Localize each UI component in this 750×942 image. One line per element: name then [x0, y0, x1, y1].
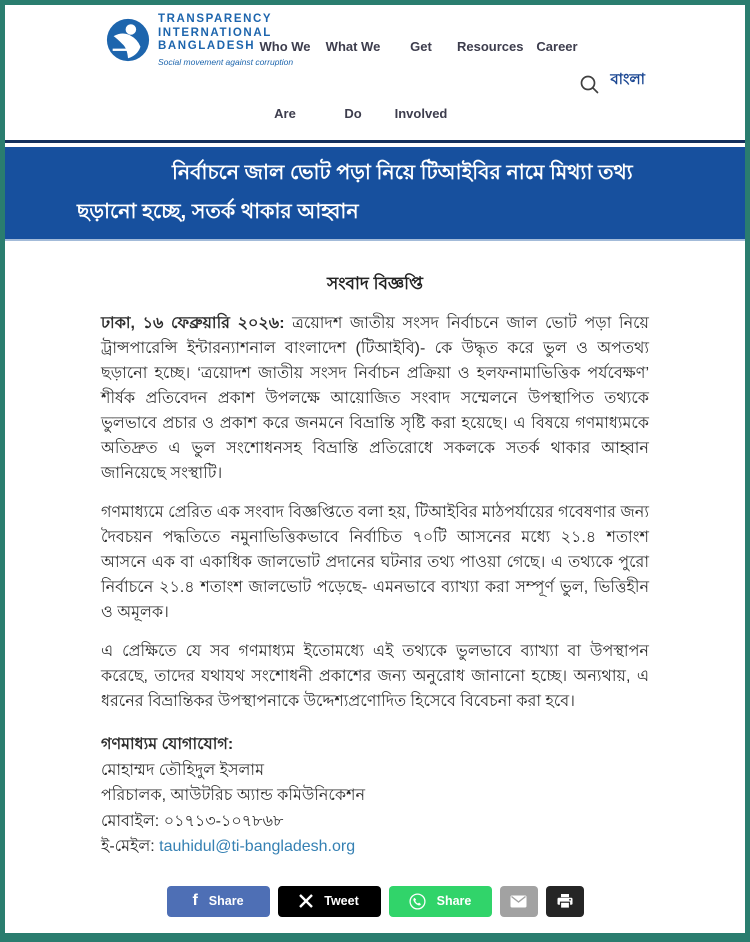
email-link[interactable]: tauhidul@ti-bangladesh.org: [159, 838, 356, 855]
share-button-row: [101, 886, 649, 917]
logo-line-3: BANGLADESH: [158, 40, 256, 52]
contact-mobile: মোবাইল: ০১৭১৩-১০৭৮৬৮: [101, 812, 284, 830]
facebook-share-label: Share: [208, 894, 244, 908]
nav-item-who-we-are[interactable]: Who We Are: [259, 39, 311, 121]
print-button[interactable]: [546, 886, 584, 917]
tib-logo-icon: [105, 17, 151, 63]
nav-item-resources[interactable]: Resources: [457, 39, 524, 54]
contact-designation: পরিচালক, আউটরিচ অ্যান্ড কমিউনিকেশন: [101, 787, 366, 804]
logo-line-2: INTERNATIONAL: [158, 26, 272, 39]
nav-item-what-we-do[interactable]: What We Do: [325, 39, 381, 121]
nav-item-career[interactable]: Career: [536, 39, 578, 54]
media-contact-block: [101, 732, 649, 860]
logo-line-1: TRANSPARENCY: [158, 13, 273, 25]
paragraph-3: এ প্রেক্ষিতে যে সব গণমাধ্যম ইতোমধ্যে এই তথ্যকে ভুলভাবে ব্যাখ্যা বা উপস্থাপন করেছে, তাদের যথাযথ সংশোধনী প্রকাশের জন্য অনুরোধ জানানো হচ্ছে। অন্যথায়, এ ধরনের বিভ্রান্তিকর উপস্থাপনাকে উদ্দেশ্যপ্রণোদিত হিসেবে বিবেচনা করা হবে।: [101, 643, 649, 710]
whatsapp-share-label: Share: [436, 894, 472, 908]
nav-item-get-involved[interactable]: Get Involved: [394, 39, 448, 121]
dateline: ঢাকা, ১৬ ফেব্রুয়ারি ২০২৬:: [101, 315, 285, 332]
facebook-share-button[interactable]: [167, 886, 270, 917]
email-share-button[interactable]: [500, 886, 538, 917]
site-header: [5, 5, 745, 143]
language-toggle-bangla[interactable]: বাংলা: [610, 71, 645, 88]
press-release-heading: সংবাদ বিজ্ঞপ্তি: [326, 274, 424, 293]
search-icon[interactable]: [579, 74, 601, 96]
contact-name: মোহাম্মদ তৌহিদুল ইসলাম: [101, 761, 264, 779]
main-nav: [251, 13, 591, 147]
contact-heading: গণমাধ্যম যোগাযোগ:: [101, 736, 234, 753]
paragraph-2: গণমাধ্যমে প্রেরিত এক সংবাদ বিজ্ঞপ্তিতে বলা হয়, টিআইবির মাঠপর্যায়ের গবেষণার জন্য দৈবচয়ন পদ্ধতিতে নমুনাভিত্তিকভাবে নির্বাচিত ৭০টি আসনের মধ্যে ২১.৪ শতাংশ আসনে এক বা একাধিক জালভোট প্রদানের ঘটনার তথ্য পাওয়া গেছে। এ তথ্যকে পুরো নির্বাচনে ২১.৪ শতাংশ জালভোট পড়েছে- এমনভাবে ব্যাখ্যা করা সম্পূর্ণ ভুল, ভিত্তিহীন ও অমূলক।: [101, 504, 649, 621]
header-utilities: [579, 68, 645, 96]
page-title: নির্বাচনে জাল ভোট পড়া নিয়ে টিআইবির নামে মিথ্যা তথ্য ছড়ানো হচ্ছে, সতর্ক থাকার আহ্বান: [77, 161, 633, 223]
logo-tagline: Social movement against corruption: [158, 56, 294, 67]
contact-email-line: [101, 834, 649, 860]
whatsapp-share-button[interactable]: [389, 886, 492, 917]
paragraph-1: [101, 311, 649, 486]
envelope-icon: [510, 895, 527, 908]
title-banner: [5, 147, 745, 241]
paragraph-1-text: ত্রয়োদশ জাতীয় সংসদ নির্বাচনে জাল ভোট পড়া নিয়ে ট্রান্সপারেন্সি ইন্টারন্যাশনাল বাংলাদেশ (টিআইবি)- কে উদ্ধৃত করে ভুল ও অপতথ্য ছড়ানো হচ্ছে। ‘ত্রয়োদশ জাতীয় সংসদ নির্বাচন প্রক্রিয়া ও হলফনামাভিত্তিক পর্যবেক্ষণ’ শীর্ষক প্রতিবেদন প্রকাশ উপলক্ষে আয়োজিত সংবাদ সম্মেলনে উপস্থাপিত তথ্যকে ভুলভাবে প্রচার ও প্রকাশ করে জনমনে বিভ্রান্তি সৃষ্টি করা হয়েছে। এ বিষয়ে গণমাধ্যমকে অতিদ্রুত এ ভুল সংশোধনসহ বিভ্রান্তি প্রতিরোধে সকলকে সতর্ক থাকার আহ্বান জানিয়েছে সংস্থাটি।: [101, 315, 649, 482]
tweet-button[interactable]: [278, 886, 381, 917]
x-twitter-icon: [299, 894, 313, 908]
whatsapp-icon: [409, 893, 426, 910]
email-label: ই-মেইল:: [101, 838, 160, 855]
tweet-label: Tweet: [324, 894, 359, 908]
article-body: [5, 271, 745, 917]
facebook-icon: f: [192, 892, 198, 909]
printer-icon: [557, 894, 573, 909]
